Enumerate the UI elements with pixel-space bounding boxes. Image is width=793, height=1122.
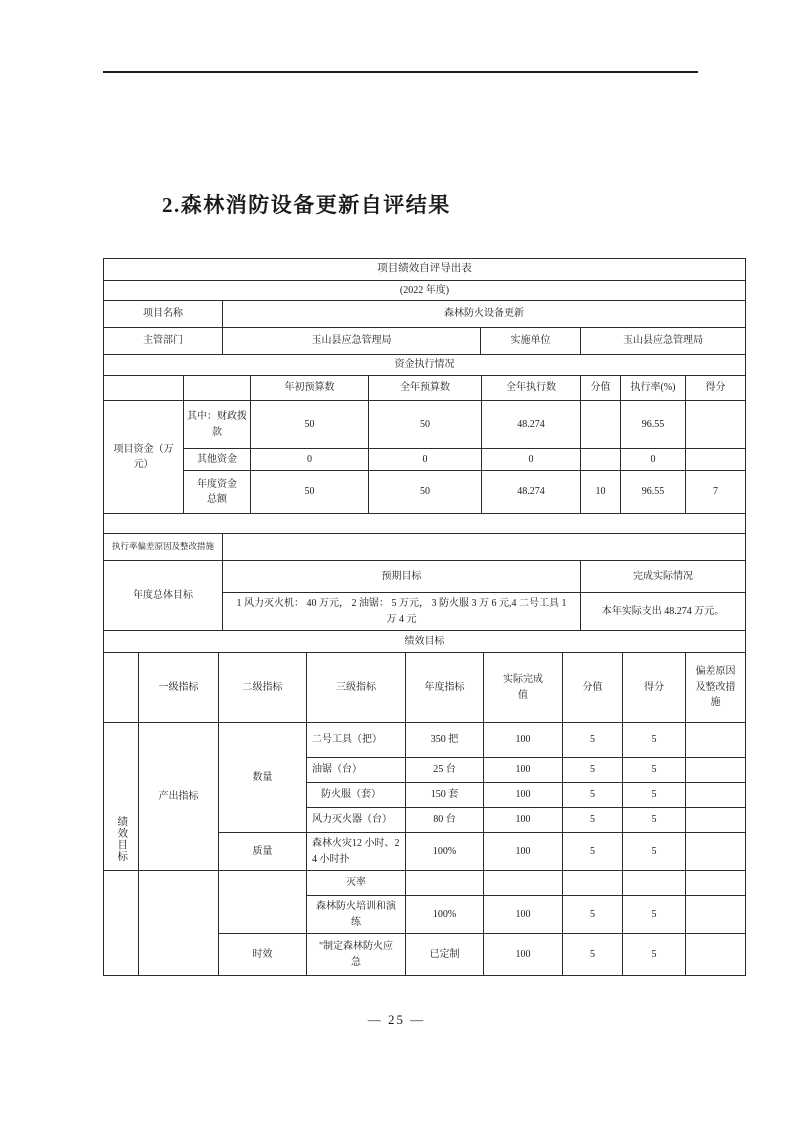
report-period: (2022 年度) [104, 281, 746, 301]
perf-actual: 100 [484, 934, 563, 976]
perf-deviation [686, 808, 746, 833]
table-report-header [103, 258, 746, 376]
perf-indicator: 防火服（套） [307, 783, 406, 808]
perf-deviation [686, 723, 746, 758]
actual-result-header: 完成实际情况 [581, 561, 746, 593]
perf-actual: 100 [484, 896, 563, 934]
perf-actual: 100 [484, 758, 563, 783]
funding-rate: 96.55 [621, 471, 686, 514]
perf-col-header: 一级指标 [139, 653, 219, 723]
table-goals [103, 513, 746, 631]
table-performance [103, 630, 746, 976]
perf-deviation [686, 934, 746, 976]
perf-score: 5 [623, 808, 686, 833]
funding-score [686, 449, 746, 471]
level1-label: 产出指标 [139, 723, 219, 871]
funding-score-value [581, 401, 621, 449]
perf-annual-target: 100% [406, 896, 484, 934]
funding-col-header: 全年执行数 [482, 376, 581, 401]
level2-timeliness-label: 时效 [219, 934, 307, 976]
funding-year-budget: 50 [369, 471, 482, 514]
perf-score: 5 [623, 896, 686, 934]
perf-score: 5 [623, 723, 686, 758]
perf-score: 5 [623, 934, 686, 976]
project-name-value: 森林防火设备更新 [223, 301, 746, 328]
funding-executed: 0 [482, 449, 581, 471]
perf-col-header: 二级指标 [219, 653, 307, 723]
table-funding [103, 375, 746, 514]
perf-score-value: 5 [563, 934, 623, 976]
perf-score-value: 5 [563, 896, 623, 934]
perf-indicator: 森林防火培训和演练 [307, 896, 406, 934]
perf-score: 5 [623, 758, 686, 783]
funding-row-label: 年度资金总额 [184, 471, 251, 514]
perf-col-header: 偏差原因及整改措施 [686, 653, 746, 723]
funding-begin-budget: 50 [251, 401, 369, 449]
funding-year-budget: 0 [369, 449, 482, 471]
perf-score-value: 5 [563, 723, 623, 758]
perf-score: 5 [623, 833, 686, 871]
perf-score: 5 [623, 783, 686, 808]
perf-group-empty [104, 871, 139, 976]
perf-deviation [686, 833, 746, 871]
perf-annual-target: 100% [406, 833, 484, 871]
perf-col-header: 年度指标 [406, 653, 484, 723]
funding-col-header: 分值 [581, 376, 621, 401]
funding-col-header: 执行率(%) [621, 376, 686, 401]
funding-year-budget: 50 [369, 401, 482, 449]
perf-actual: 100 [484, 783, 563, 808]
perf-group-label: 绩效目标 [104, 723, 139, 871]
funding-rate: 0 [621, 449, 686, 471]
perf-annual-target: 25 台 [406, 758, 484, 783]
perf-deviation [686, 783, 746, 808]
level2-quantity-label: 数量 [219, 723, 307, 833]
page-number: — 25 — [367, 1012, 426, 1027]
perf-col-header: 分值 [563, 653, 623, 723]
impl-label: 实施单位 [481, 328, 581, 355]
funding-score-value [581, 449, 621, 471]
perf-score-value [563, 871, 623, 896]
perf-score-value: 5 [563, 758, 623, 783]
funding-header-empty [104, 376, 184, 401]
funding-begin-budget: 50 [251, 471, 369, 514]
funding-executed: 48.274 [482, 401, 581, 449]
funding-rate: 96.55 [621, 401, 686, 449]
perf-indicator: 森林火灾12 小时、24 小时扑 [307, 833, 406, 871]
perf-deviation [686, 758, 746, 783]
performance-section-title: 绩效目标 [104, 631, 746, 653]
deviation-label: 执行率偏差原因及整改措施 [104, 534, 223, 561]
header-rule [103, 71, 698, 73]
perf-indicator: "制定森林防火应急 [307, 934, 406, 976]
self-evaluation-table [103, 258, 745, 976]
dept-value: 玉山县应急管理局 [223, 328, 481, 355]
perf-col-header: 实际完成值 [484, 653, 563, 723]
perf-annual-target: 350 把 [406, 723, 484, 758]
expected-goal-text: 1 风力灭火机： 40 万元， 2 油锯： 5 万元， 3 防火服 3 万 6 元,4 二号工具 1 万 4 元 [223, 593, 581, 631]
funding-score [686, 401, 746, 449]
funding-executed: 48.274 [482, 471, 581, 514]
perf-actual: 100 [484, 808, 563, 833]
perf-annual-target: 80 台 [406, 808, 484, 833]
perf-annual-target [406, 871, 484, 896]
perf-indicator: 二号工具（把） [307, 723, 406, 758]
perf-indicator: 灭率 [307, 871, 406, 896]
perf-deviation [686, 896, 746, 934]
funding-section-title: 资金执行情况 [104, 355, 746, 376]
perf-col-header: 得分 [623, 653, 686, 723]
perf-indicator: 油锯（台） [307, 758, 406, 783]
perf-actual: 100 [484, 723, 563, 758]
funding-begin-budget: 0 [251, 449, 369, 471]
perf-col-header: 三级指标 [307, 653, 406, 723]
funding-score-value: 10 [581, 471, 621, 514]
perf-score-value: 5 [563, 783, 623, 808]
funding-col-header: 全年预算数 [369, 376, 482, 401]
funding-col-header: 得分 [686, 376, 746, 401]
level1-empty [139, 871, 219, 976]
impl-value: 玉山县应急管理局 [581, 328, 746, 355]
funding-group-label: 项目资金（万元） [104, 401, 184, 514]
funding-score: 7 [686, 471, 746, 514]
perf-annual-target: 已定制 [406, 934, 484, 976]
funding-header-empty [184, 376, 251, 401]
perf-score [623, 871, 686, 896]
annual-goal-label: 年度总体目标 [104, 561, 223, 631]
actual-result-text: 本年实际支出 48.274 万元。 [581, 593, 746, 631]
deviation-content [223, 534, 746, 561]
perf-deviation [686, 871, 746, 896]
level2-quality-label: 质量 [219, 833, 307, 871]
perf-indicator: 风力灭火器（台） [307, 808, 406, 833]
spacer-row-cell [104, 514, 746, 534]
project-name-label: 项目名称 [104, 301, 223, 328]
funding-row-label: 其中：财政拨款 [184, 401, 251, 449]
perf-actual [484, 871, 563, 896]
report-title: 项目绩效自评导出表 [104, 259, 746, 281]
perf-score-value: 5 [563, 808, 623, 833]
funding-row-label: 其他资金 [184, 449, 251, 471]
dept-label: 主管部门 [104, 328, 223, 355]
expected-goal-header: 预期目标 [223, 561, 581, 593]
perf-score-value: 5 [563, 833, 623, 871]
perf-actual: 100 [484, 833, 563, 871]
perf-annual-target: 150 套 [406, 783, 484, 808]
section-heading: 2.森林消防设备更新自评结果 [162, 193, 451, 217]
funding-col-header: 年初预算数 [251, 376, 369, 401]
level2-empty [219, 871, 307, 934]
perf-header-empty [104, 653, 139, 723]
